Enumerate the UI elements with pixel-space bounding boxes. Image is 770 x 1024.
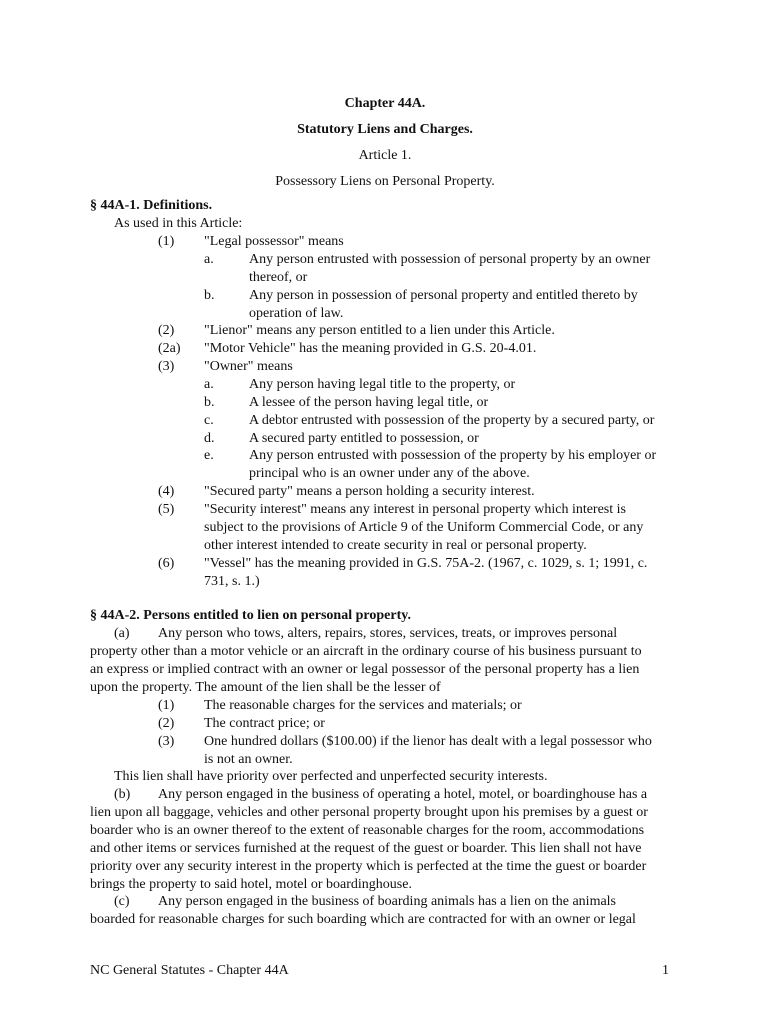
subitem-text: A lessee of the person having legal title, or: [249, 395, 489, 410]
subitem-text: Any person entrusted with possession of personal property by an owner: [249, 252, 651, 267]
subitem-label: c.: [204, 413, 214, 428]
item-number: (2): [158, 716, 175, 731]
subitem-label: d.: [204, 431, 215, 446]
definition-number: (6): [158, 556, 175, 571]
subitem-label: a.: [204, 252, 214, 267]
subitem-label: e.: [204, 448, 214, 463]
definition-text: "Lienor" means any person entitled to a lien under this Article.: [204, 323, 555, 338]
paragraph-line: Any person who tows, alters, repairs, stores, services, treats, or improves personal: [158, 626, 618, 641]
definition-number: (2): [158, 323, 175, 338]
definition-text: subject to the provisions of Article 9 of the Uniform Commercial Code, or any: [204, 520, 644, 535]
article-title: Possessory Liens on Personal Property.: [275, 174, 495, 189]
definition-number: (5): [158, 502, 175, 517]
subsection-label: (c): [114, 894, 130, 909]
footer-title: NC General Statutes - Chapter 44A: [90, 963, 289, 978]
definition-text: "Secured party" means a person holding a security interest.: [204, 484, 535, 499]
subitem-label: b.: [204, 288, 215, 303]
subitem-label: b.: [204, 395, 215, 410]
item-text: The reasonable charges for the services and materials; or: [204, 698, 522, 713]
subsection-label: (a): [114, 626, 130, 641]
item-text: is not an owner.: [204, 752, 293, 767]
subitem-text: Any person in possession of personal property and entitled thereto by: [249, 288, 638, 303]
item-text: The contract price; or: [204, 716, 325, 731]
paragraph-line: lien upon all baggage, vehicles and other personal property brought upon his premises by a guest or: [90, 805, 648, 820]
item-number: (1): [158, 698, 175, 713]
subitem-text: Any person entrusted with possession of the property by his employer or: [249, 448, 657, 463]
item-text: One hundred dollars ($100.00) if the lienor has dealt with a legal possessor who: [204, 734, 652, 749]
paragraph-line: boarder who is an owner thereof to the extent of reasonable charges for the room, accommodations: [90, 823, 645, 838]
page-number: 1: [662, 963, 669, 978]
definition-text: "Motor Vehicle" has the meaning provided in G.S. 20-4.01.: [204, 341, 537, 356]
subitem-text: Any person having legal title to the property, or: [249, 377, 516, 392]
definition-number: (2a): [158, 341, 181, 356]
section-heading-44a-1: § 44A-1. Definitions.: [90, 198, 213, 213]
paragraph-line: an express or implied contract with an owner or legal possessor of the personal property has a lien: [90, 662, 640, 677]
item-number: (3): [158, 734, 175, 749]
subitem-text: thereof, or: [249, 270, 308, 285]
definition-text: "Vessel" has the meaning provided in G.S. 75A-2. (1967, c. 1029, s. 1; 1991, c.: [204, 556, 648, 571]
paragraph-line: and other items or services furnished at the request of the guest or boarder. This lien shall not have: [90, 841, 642, 856]
paragraph-line: Any person engaged in the business of operating a hotel, motel, or boardinghouse has a: [158, 787, 648, 802]
section-heading-44a-2: § 44A-2. Persons entitled to lien on personal property.: [90, 608, 411, 623]
subitem-text: operation of law.: [249, 306, 344, 321]
definition-number: (3): [158, 359, 175, 374]
definition-text: 731, s. 1.): [204, 574, 260, 589]
definition-text: "Owner" means: [204, 359, 293, 374]
subitem-label: a.: [204, 377, 214, 392]
definition-text: "Security interest" means any interest in personal property which interest is: [204, 502, 626, 517]
definition-text: "Legal possessor" means: [204, 234, 344, 249]
paragraph-line: brings the property to said hotel, motel or boardinghouse.: [90, 877, 412, 892]
subitem-text: A debtor entrusted with possession of the property by a secured party, or: [249, 413, 655, 428]
paragraph-line: property other than a motor vehicle or an aircraft in the ordinary course of his business pursuant to: [90, 644, 642, 659]
article-number: Article 1.: [358, 148, 412, 163]
definition-number: (4): [158, 484, 175, 499]
definition-text: other interest intended to create security in real or personal property.: [204, 538, 587, 553]
chapter-number: Chapter 44A.: [344, 96, 426, 111]
paragraph-line: boarded for reasonable charges for such boarding which are contracted for with an owner or legal: [90, 912, 636, 927]
paragraph-line: Any person engaged in the business of boarding animals has a lien on the animals: [158, 894, 617, 909]
definition-number: (1): [158, 234, 175, 249]
subsection-label: (b): [114, 787, 131, 802]
paragraph-line: priority over any security interest in the property which is perfected at the time the guest or boarder: [90, 859, 647, 874]
section-intro: As used in this Article:: [114, 216, 243, 231]
subitem-text: A secured party entitled to possession, or: [249, 431, 479, 446]
subitem-text: principal who is an owner under any of the above.: [249, 466, 530, 481]
paragraph-line: This lien shall have priority over perfected and unperfected security interests.: [114, 769, 548, 784]
chapter-title: Statutory Liens and Charges.: [297, 122, 473, 137]
paragraph-line: upon the property. The amount of the lien shall be the lesser of: [90, 680, 441, 695]
